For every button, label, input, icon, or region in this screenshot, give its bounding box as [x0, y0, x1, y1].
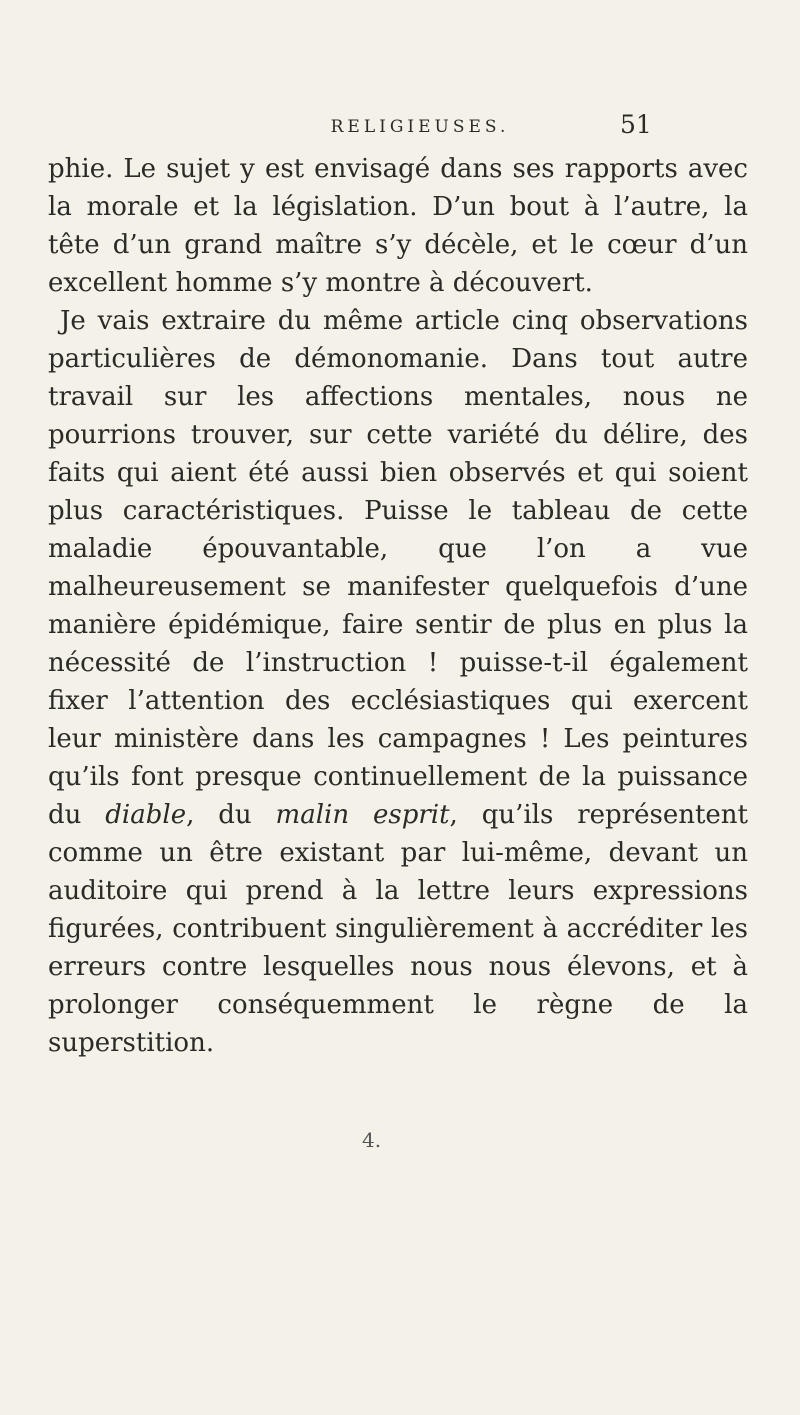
paragraph-2: [48, 302, 748, 1062]
paragraph-2-part-2: , qu’ils représentent comme un être existant par lui-même, devant un auditoire qui prend à la lettre leurs expressions figurées, contribuent singulièrement à accréditer les erreurs contre lesquelles nous nous élevons, et à prolonger conséquemment le règne de la superstition.: [48, 800, 749, 1058]
paragraph-1: phie. Le sujet y est envisagé dans ses rapports avec la morale et la législation. D’un bout à l’autre, la tête d’un grand maître s’y décèle, et le cœur d’un excellent homme s’y montre à découvert.: [48, 154, 748, 298]
page-number: 51: [620, 110, 652, 139]
paragraph-2-part-1: Je vais extraire du même article cinq observations particulières de démonomanie. Dans tout autre travail sur les affections mentales, nous ne pourrions trouver, sur cette variété du délire, des faits qui aient été aussi bien observés et qui soient plus caractéristiques. Puisse le tableau de cette maladie épouvantable, que l’on a vue malheureusement se manifester quelquefois d’une manière épidémique, faire sentir de plus en plus la nécessité de l’instruction ! puisse-t-il également fixer l’attention des ecclésiastiques qui exercent leur ministère dans les campagnes ! Les peintures qu’ils font presque continuellement de la puissance du: [48, 306, 748, 830]
italic-malin-esprit: malin esprit: [275, 800, 450, 830]
body-text: [48, 150, 748, 1062]
paragraph-2-joiner: , du: [186, 800, 276, 830]
italic-diable: diable: [105, 800, 187, 830]
running-header: RELIGIEUSES.: [330, 117, 510, 137]
section-mark: 4.: [362, 1128, 382, 1152]
